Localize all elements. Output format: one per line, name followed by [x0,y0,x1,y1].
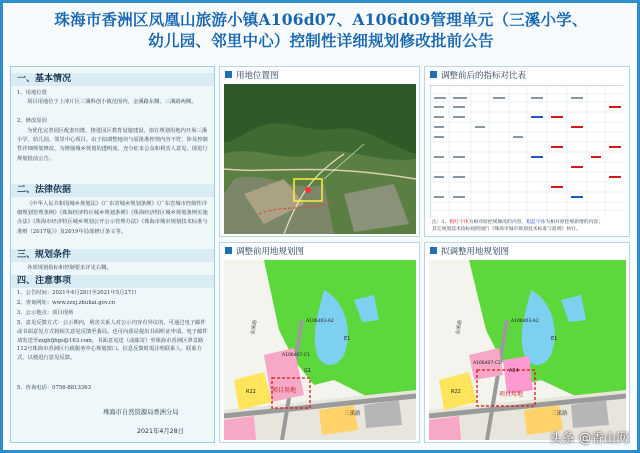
page-title [11,9,631,51]
square-bullet-icon [225,247,232,254]
parcel-label: E1 [551,336,558,342]
parcel-label: R22 [451,389,461,395]
planning-conditions-text: 各项规划指标和控制要求详见右侧。 [27,265,112,271]
parcel-label: E1 [344,336,351,342]
title-line-2: 幼儿园、邻里中心）控制性详细规划修改批前公告 [148,31,494,50]
after-plan-panel [424,242,630,443]
feedback-text: 5、意见反馈方式：公示期内，利害关系人对公示内容有异议的，可通过电子邮件或书面意见方式将相关意见反馈至我局。也可向我局提出书面听证申请。电子邮件请发送至zzghfjbgs@163.com，书面意见送（或邮寄）至珠海市香洲区翠景路112号珠海市香洲区行政服务中心规划窗口。信息反馈时需注明联系人、联系方式，以便进行意见反馈。 [17,320,208,362]
indicator-table [430,85,623,218]
location-map-panel [219,66,420,237]
info-panel [10,66,215,443]
after-plan-map [429,260,626,440]
before-plan-map [224,260,416,440]
parcel-label: A106d07-C2 [473,361,501,366]
after-plan-title: 拟调整用地规划图 [430,246,509,258]
indicator-table-grid [431,86,624,219]
legal-basis-text: 《中华人民共和国城乡规划法》《广东省城乡规划条例》《广东省城市控制性详细规划管理条例》《珠海经济特区城乡规划条例》《珠海经济特区城乡规划条例实施办法》《珠海市经济特区城乡规划公开公示管理办法》《珠海市城市规划技术标准与准则（2017版）》及2019年局部修订条文等。 [17,201,208,235]
sanxi-road-label: 三溪路 [551,411,568,417]
jinxi-road-label: 金溪路 [250,319,259,336]
indicator-table-panel [424,66,630,237]
before-plan-title: 调整前用地规划图 [225,246,304,258]
square-bullet-icon [430,247,437,254]
parcel-label: A34 [509,368,519,374]
section-basic-info-heading: 一、基本情况 [11,73,214,86]
section-notes-heading: 四、注意事项 [11,275,214,288]
indicator-table-title: 调整前后的指标对比表 [430,70,526,82]
parcel-label: A106d07-C1 [282,353,310,358]
satellite-map [224,84,416,234]
reason-text: 为优化完善园区配套功能，推进园区教育设施建设，拟在规划用地内开展三溪小学、幼儿园、邻里中心项目。由于拟调整地块与原批准控规内容不符，涉及控制性详细规划修改，为增强城乡规划的透明度，充分征求公众和利害人意见，现进行规划批前公告。 [17,128,208,162]
satellite-image [224,84,416,234]
parcel-label: G1 [304,368,312,374]
phone-text: 5、咨询电话：0756-8813363 [17,385,92,391]
location-map-title: 用地位置图 [225,70,279,82]
note-item: 3、公示地点：项目现场 [17,310,74,317]
project-range-label: 项目用地 [499,391,524,398]
before-plan-drawing [224,260,416,440]
section-planning-conditions-heading: 三、规划条件 [11,249,214,262]
square-bullet-icon [430,71,437,78]
source-watermark: 头条 @香山网 [549,431,629,445]
parcel-label: A106d03-A2 [306,319,334,324]
reason-subheading: 2、修改原因 [17,118,47,124]
jinxi-road-label: 金溪路 [455,319,464,336]
issuer-name: 珠海市自然资源局香洲分局 [103,409,179,416]
title-line-1: 珠海市香洲区凤凰山旅游小镇A106d07、A106d09管理单元（三溪小学、 [54,10,588,29]
square-bullet-icon [225,71,232,78]
notes-list [17,288,212,319]
issue-date: 2021年4月28日 [137,428,184,435]
location-text: 项目用地位于上冲片区三溪科创小镇范围内，金溪路东侧、三溪路两侧。 [27,99,197,105]
after-plan-drawing [429,260,626,440]
indicator-note: 注：1、粗红字体为相对原控规修改的内容，粗蓝字体为相对原控规新增的内容； 其它规划技术指标按照现行《珠海市城市规划技术标准与准则》执行。 [432,220,604,232]
added-legend: 粗蓝字体 [526,220,546,225]
before-plan-panel [219,242,420,443]
location-subheading: 1、用地位置 [17,90,47,96]
note-item: 1、公告时间：2021年4月28日至2021年5月27日 [17,290,137,296]
section-legal-basis-heading: 二、法律依据 [11,184,214,197]
modified-legend: 粗红字体 [449,220,469,225]
note-item: 2、查询网址：www.zzxj.zhuhai.gov.cn [17,300,116,307]
parcel-label: R22 [246,389,256,395]
project-range-label: 项目用地 [272,387,297,394]
sanxi-road-label: 三溪路 [344,411,361,417]
parcel-label: A106d03-A2 [511,319,539,324]
